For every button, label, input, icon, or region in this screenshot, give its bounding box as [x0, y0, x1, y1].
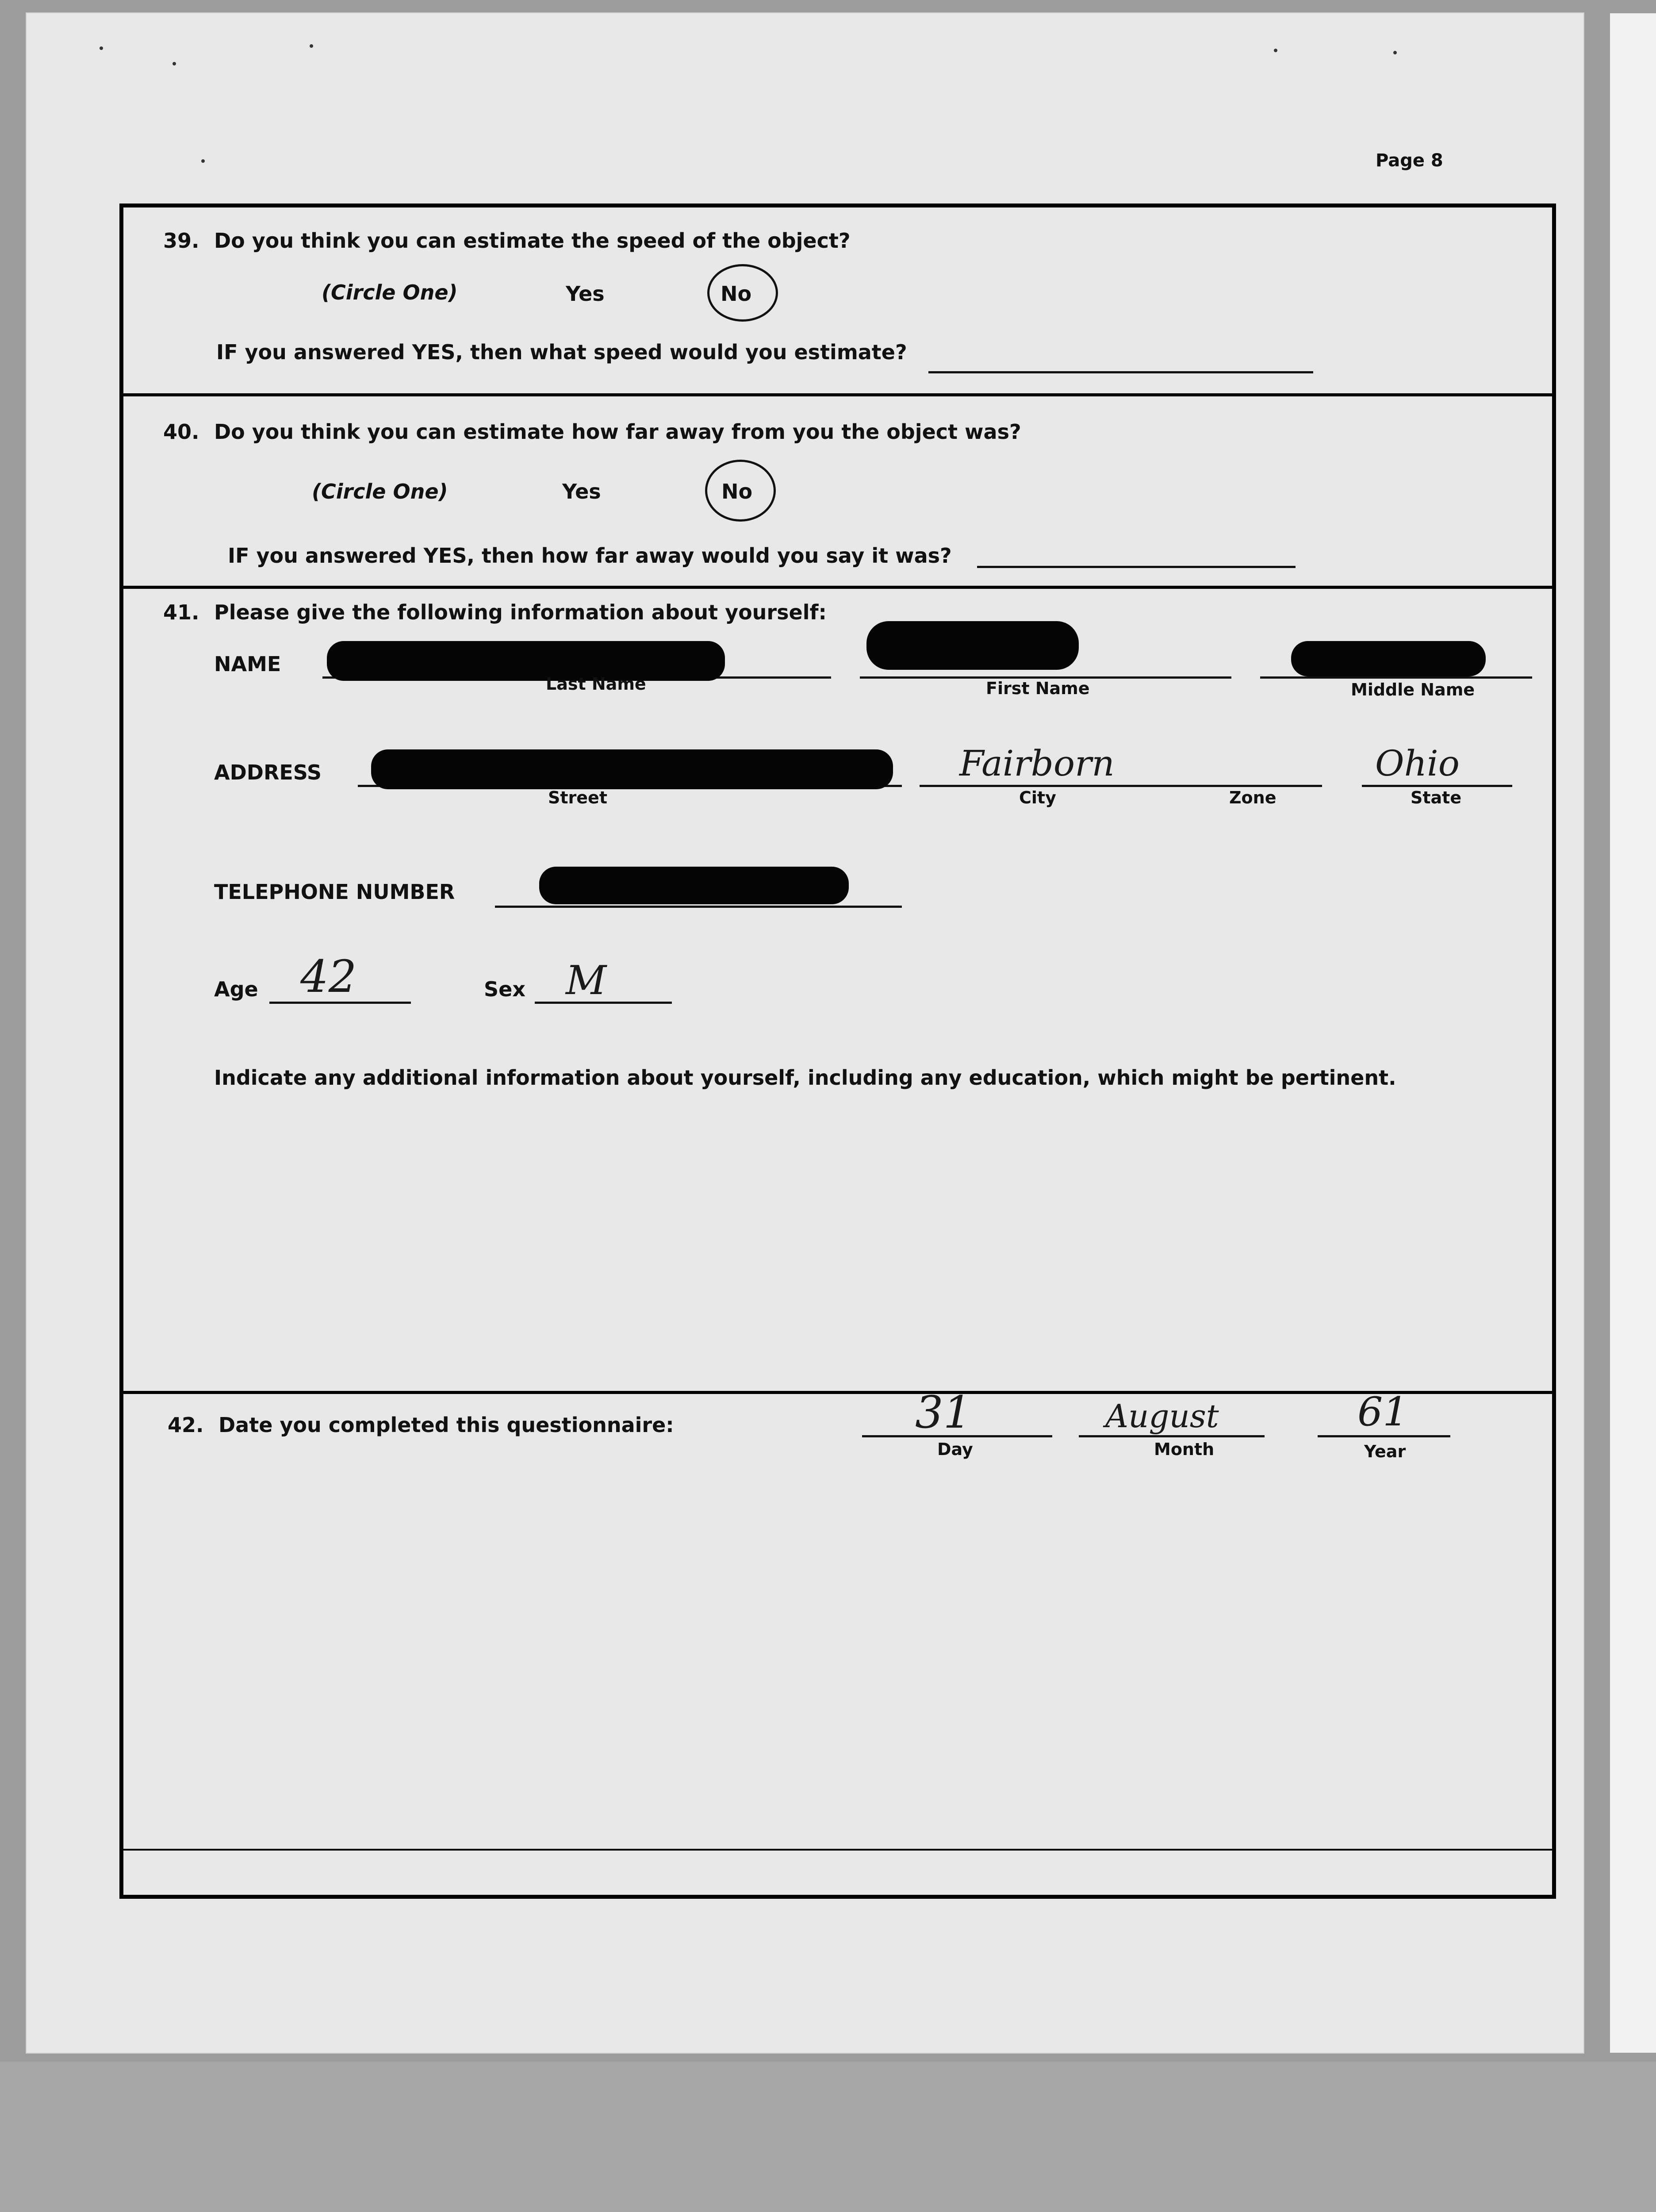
- address-label: ADDRESS: [214, 760, 322, 784]
- city-caption: City: [1019, 788, 1056, 807]
- scan-speck: [310, 44, 313, 48]
- day-value[interactable]: 31: [915, 1386, 972, 1438]
- q40-option-no[interactable]: No: [721, 480, 753, 503]
- age-label: Age: [214, 977, 258, 1001]
- month-value[interactable]: August: [1105, 1398, 1219, 1435]
- q39-option-yes[interactable]: Yes: [566, 282, 605, 306]
- zone-caption: Zone: [1229, 788, 1276, 807]
- q40-followup: IF you answered YES, then how far away would you say it was?: [228, 544, 952, 568]
- divider-41-42: [123, 1391, 1552, 1394]
- scan-speck: [1274, 49, 1277, 52]
- city-line: [920, 785, 1203, 787]
- scan-margin-strip: [1610, 13, 1656, 2053]
- day-caption: Day: [937, 1440, 973, 1459]
- q39-option-no[interactable]: No: [721, 282, 752, 306]
- q42-question: Date you completed this questionnaire:: [218, 1413, 674, 1437]
- month-line: [1079, 1435, 1265, 1437]
- q42-number: 42.: [168, 1413, 204, 1437]
- scan-speck: [100, 46, 103, 50]
- year-caption: Year: [1364, 1442, 1406, 1461]
- sex-label: Sex: [484, 977, 525, 1001]
- inner-bottom-rule: [123, 1849, 1552, 1851]
- q40-question: Do you think you can estimate how far away from you the object was?: [214, 420, 1021, 444]
- zone-line: [1185, 785, 1322, 787]
- q40-selected-circle: [705, 460, 776, 522]
- telephone-line: [495, 906, 902, 908]
- middle-name-line: [1260, 676, 1532, 679]
- page-number: Page 8: [1376, 150, 1443, 171]
- q40-circle-one: (Circle One): [312, 480, 448, 503]
- q40-number: 40.: [163, 420, 199, 444]
- q39-question: Do you think you can estimate the speed of the object?: [214, 229, 851, 253]
- sex-value[interactable]: M: [566, 957, 607, 1004]
- telephone-label: TELEPHONE NUMBER: [214, 880, 455, 904]
- q39-followup: IF you answered YES, then what speed would you estimate?: [216, 340, 907, 364]
- city-value[interactable]: Fairborn: [959, 743, 1115, 784]
- state-caption: State: [1411, 788, 1462, 807]
- age-value[interactable]: 42: [300, 951, 357, 1002]
- last-name-caption: Last Name: [546, 674, 646, 694]
- q39-circle-one: (Circle One): [322, 280, 458, 304]
- scan-background-bottom: [0, 2062, 1656, 2212]
- street-redaction: [371, 749, 893, 789]
- name-label: NAME: [214, 652, 281, 676]
- q39-selected-circle: [707, 264, 778, 322]
- divider-39-40: [123, 393, 1552, 396]
- year-value[interactable]: 61: [1357, 1389, 1408, 1435]
- form-box: [119, 204, 1556, 1899]
- q40-answer-line: [977, 566, 1296, 568]
- q40-option-yes[interactable]: Yes: [562, 480, 601, 503]
- year-line: [1318, 1435, 1450, 1437]
- state-line: [1362, 785, 1512, 787]
- scan-speck: [172, 62, 176, 65]
- q39-number: 39.: [163, 229, 199, 253]
- state-value[interactable]: Ohio: [1375, 743, 1460, 784]
- street-caption: Street: [548, 788, 607, 807]
- scan-speck: [1393, 51, 1397, 54]
- middle-name-caption: Middle Name: [1351, 680, 1475, 699]
- q39-answer-line: [928, 371, 1313, 373]
- telephone-redaction: [539, 867, 849, 904]
- first-name-caption: First Name: [986, 679, 1090, 698]
- divider-40-41: [123, 586, 1552, 589]
- middle-name-redaction: [1291, 641, 1486, 676]
- q41-number: 41.: [163, 600, 199, 624]
- first-name-redaction: [866, 621, 1079, 670]
- q41-question: Please give the following information about yourself:: [214, 600, 827, 624]
- month-caption: Month: [1154, 1440, 1215, 1459]
- additional-info-prompt: Indicate any additional information about yourself, including any education, which might be pertinent.: [214, 1066, 1396, 1090]
- scan-speck: [201, 159, 205, 163]
- last-name-redaction: [327, 641, 725, 681]
